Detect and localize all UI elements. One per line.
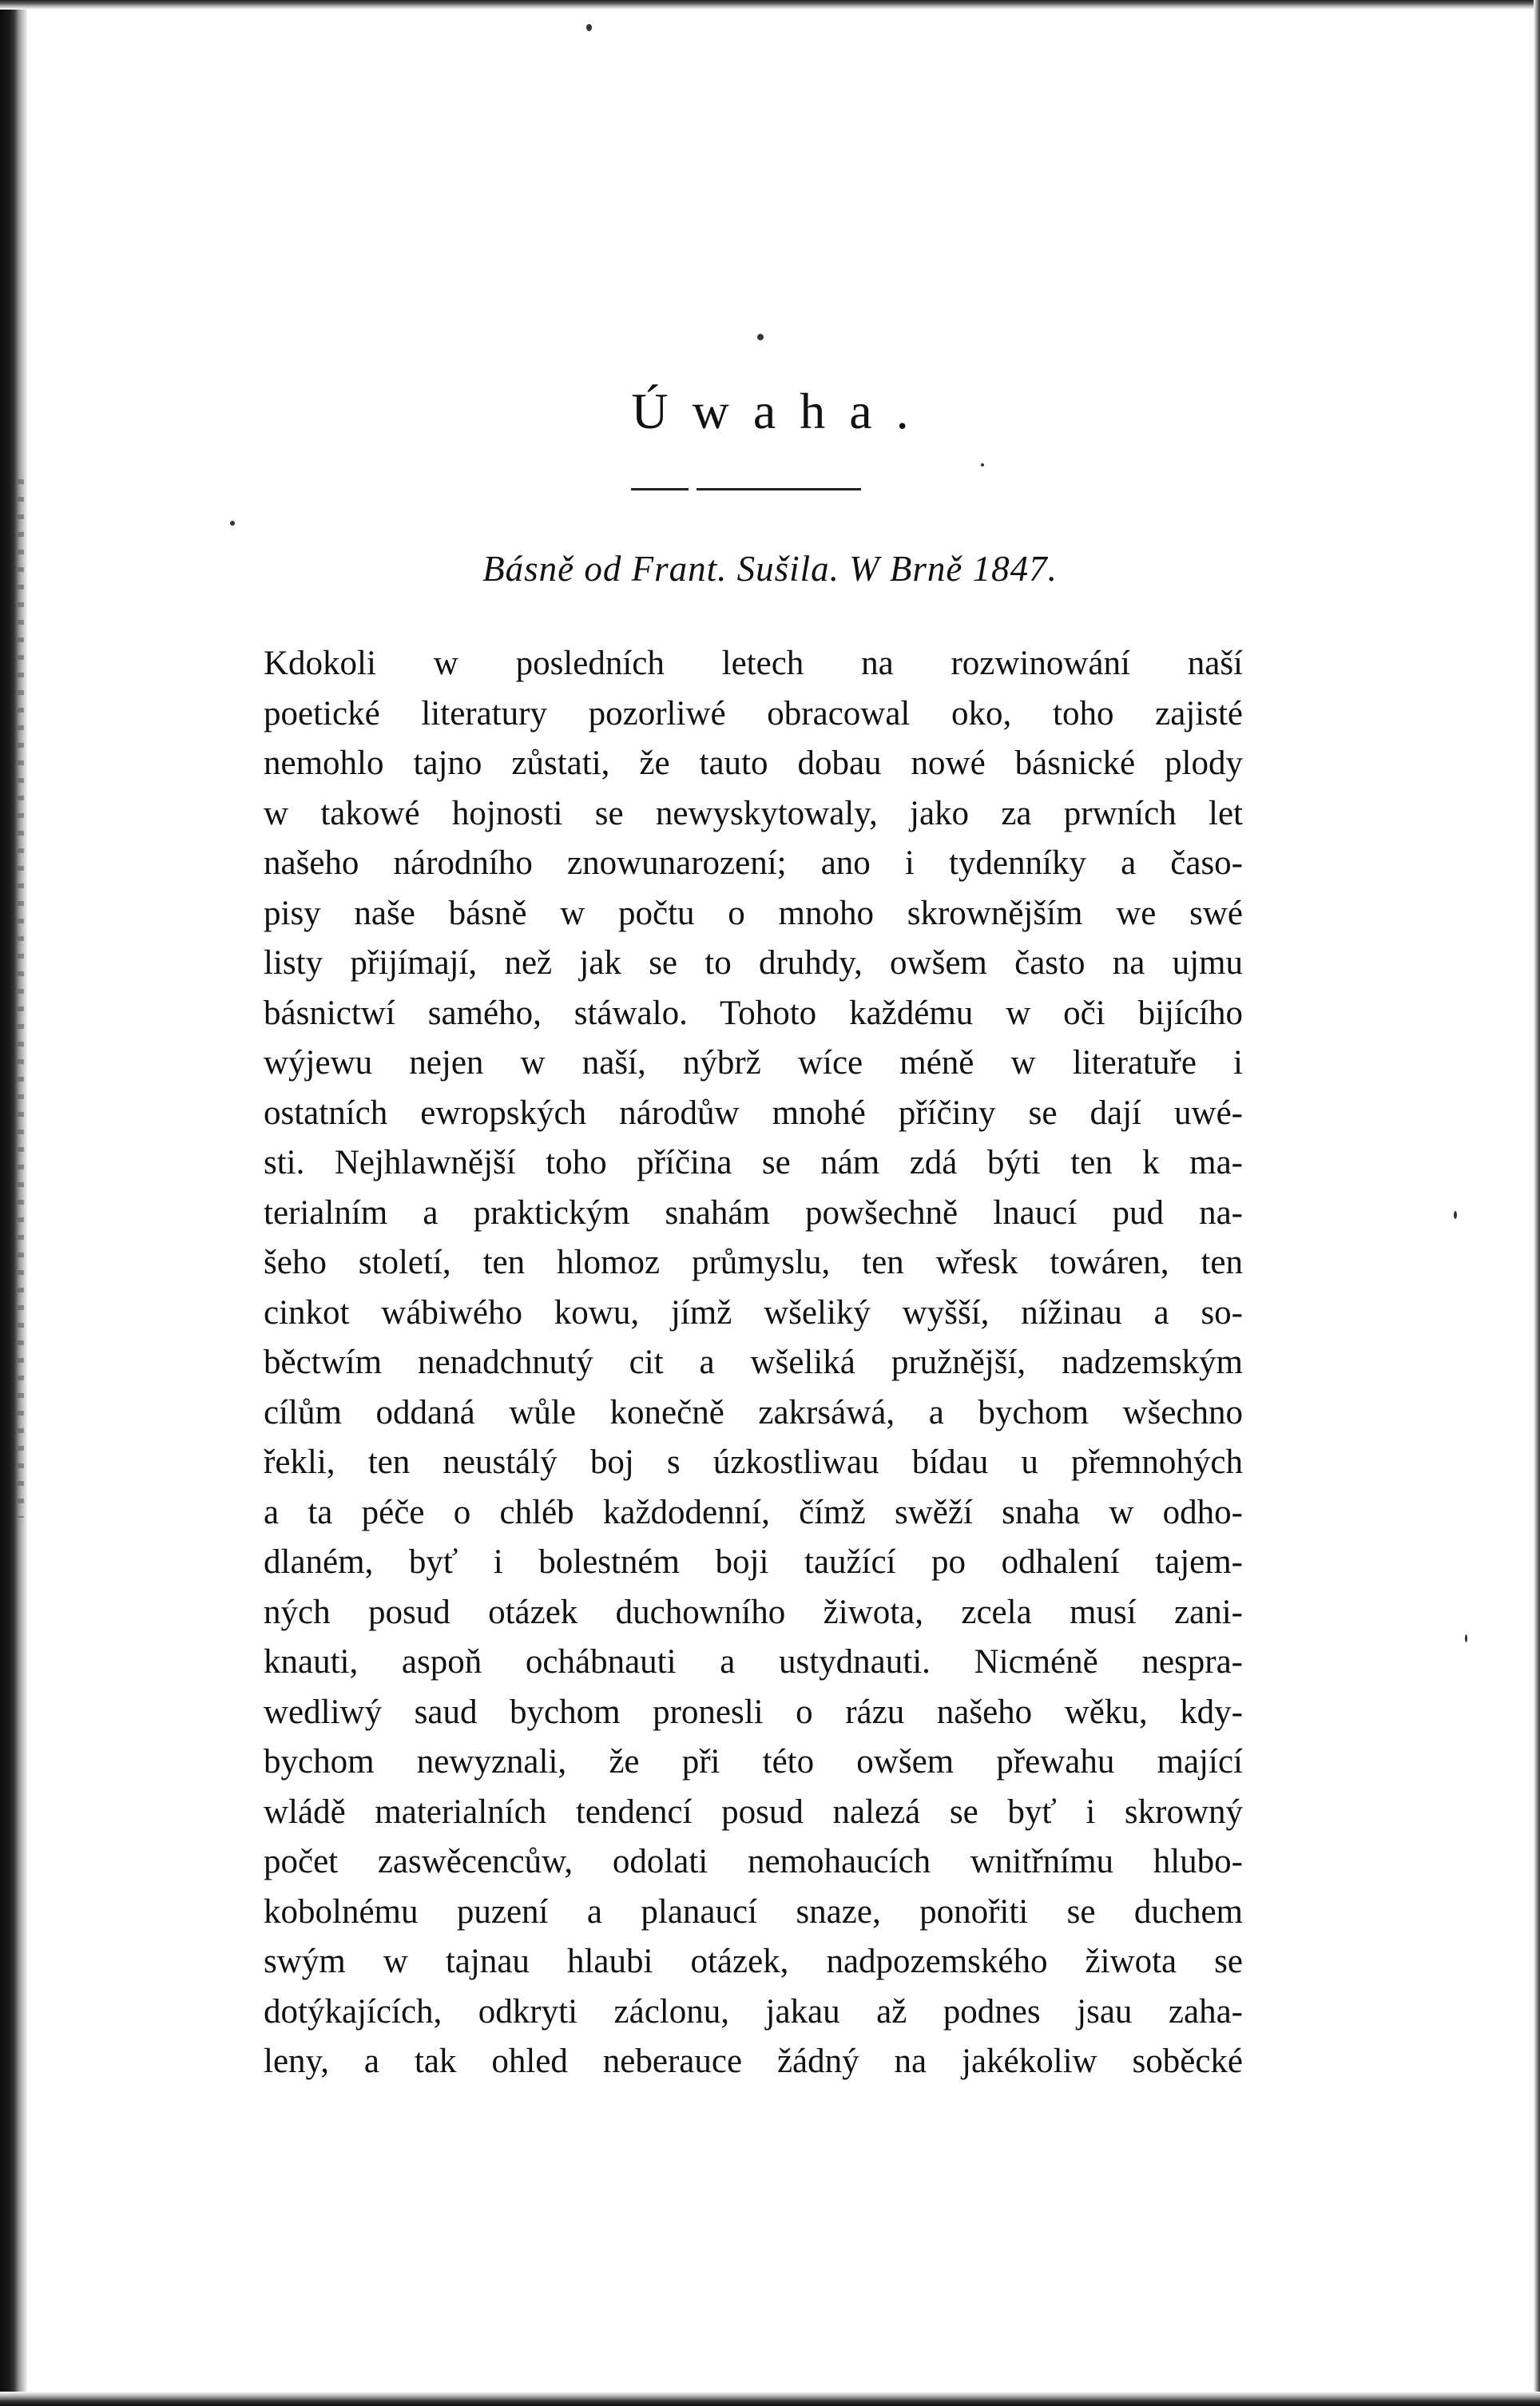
title-rule-long (697, 488, 861, 490)
text-line: dotýkajících, odkryti záclonu, jakau až podnes jsau zaha- (264, 1992, 1243, 2031)
text-line: počet zaswěcencůw, odolati nemohaucích wnitřnímu hlubo- (264, 1843, 1243, 1880)
text-line: řekli, ten neustálý boj s úzkostliwau bídau u přemnohých (264, 1443, 1243, 1481)
scan-right-edge (1534, 0, 1540, 2406)
text-line: šeho století, ten hlomoz průmyslu, ten wřesk towáren, ten (264, 1244, 1243, 1281)
scan-top-edge (0, 0, 1540, 10)
text-line: wýjewu nejen w naší, nýbrž wíce méně w literatuře i (264, 1044, 1243, 1082)
text-line: našeho národního znowunarození; ano i tydenníky a časo- (264, 844, 1243, 882)
title-rule-short (631, 488, 689, 490)
text-line: sti. Nejhlawnější toho příčina se nám zdá býti ten k ma- (264, 1144, 1243, 1181)
scan-speck (586, 24, 592, 31)
text-line: ostatních ewropských národůw mnohé příčiny se dají uwé- (264, 1094, 1243, 1132)
text-line: knauti, aspoň ochábnauti a ustydnauti. Nicméně nespra- (264, 1643, 1243, 1681)
scan-speck (230, 521, 235, 526)
body-paragraph (264, 639, 1243, 2087)
text-line: wládě materialních tendencí posud nalezá se byť i skrowný (264, 1793, 1243, 1831)
text-line: kobolnému puzení a planaucí snaze, ponořiti se duchem (264, 1892, 1243, 1931)
text-line: swým w tajnau hlaubi otázek, nadpozemského žiwota se (264, 1943, 1243, 1980)
scan-speck (981, 463, 984, 467)
text-line: cinkot wábiwého kowu, jímž wšeliký wyšší, nížinau a so- (264, 1293, 1243, 1332)
scan-speck (1454, 1211, 1457, 1219)
text-line: wedliwý saud bychom pronesli o rázu našeho wěku, kdy- (264, 1693, 1243, 1731)
text-line: poetické literatury pozorliwé obracowal oko, toho zajisté (264, 694, 1243, 733)
scan-speck (757, 334, 764, 340)
text-line: cílům oddaná wůle konečně zakrsáwá, a bychom wšechno (264, 1393, 1243, 1431)
text-line: ných posud otázek duchowního žiwota, zcela musí zani- (264, 1593, 1243, 1631)
text-line: běctwím nenadchnutý cit a wšeliká pružnější, nadzemským (264, 1344, 1243, 1381)
scan-binding-specks (18, 479, 24, 1518)
page-title: Úwaha. (631, 383, 933, 439)
text-line: básnictwí samého, stáwalo. Tohoto každému w oči bijícího (264, 994, 1243, 1032)
text-line: pisy naše básně w počtu o mnoho skrownějším we swé (264, 894, 1243, 932)
text-line: terialním a praktickým snahám powšechně lnaucí pud na- (264, 1193, 1243, 1232)
scan-bottom-edge (0, 2392, 1540, 2406)
text-line: dlaném, byť i bolestném boji taužící po odhalení tajem- (264, 1543, 1243, 1581)
scan-speck (1465, 1634, 1467, 1642)
text-line: a ta péče o chléb každodenní, čímž swěží snaha w odho- (264, 1493, 1243, 1531)
text-line: bychom newyznali, že při této owšem přewahu mající (264, 1743, 1243, 1781)
text-line: listy přijímají, než jak se to druhdy, owšem často na ujmu (264, 944, 1243, 982)
text-line: w takowé hojnosti se newyskytowaly, jako za prwních let (264, 794, 1243, 832)
text-line: nemohlo tajno zůstati, že tauto dobau nowé básnické plody (264, 744, 1243, 782)
text-line: leny, a tak ohled neberauce žádný na jakékoliw soběcké (264, 2043, 1243, 2080)
book-citation: Básně od Frant. Sušila. W Brně 1847. (482, 549, 1058, 589)
text-line: Kdokoli w posledních letech na rozwinowání naší (264, 645, 1243, 682)
